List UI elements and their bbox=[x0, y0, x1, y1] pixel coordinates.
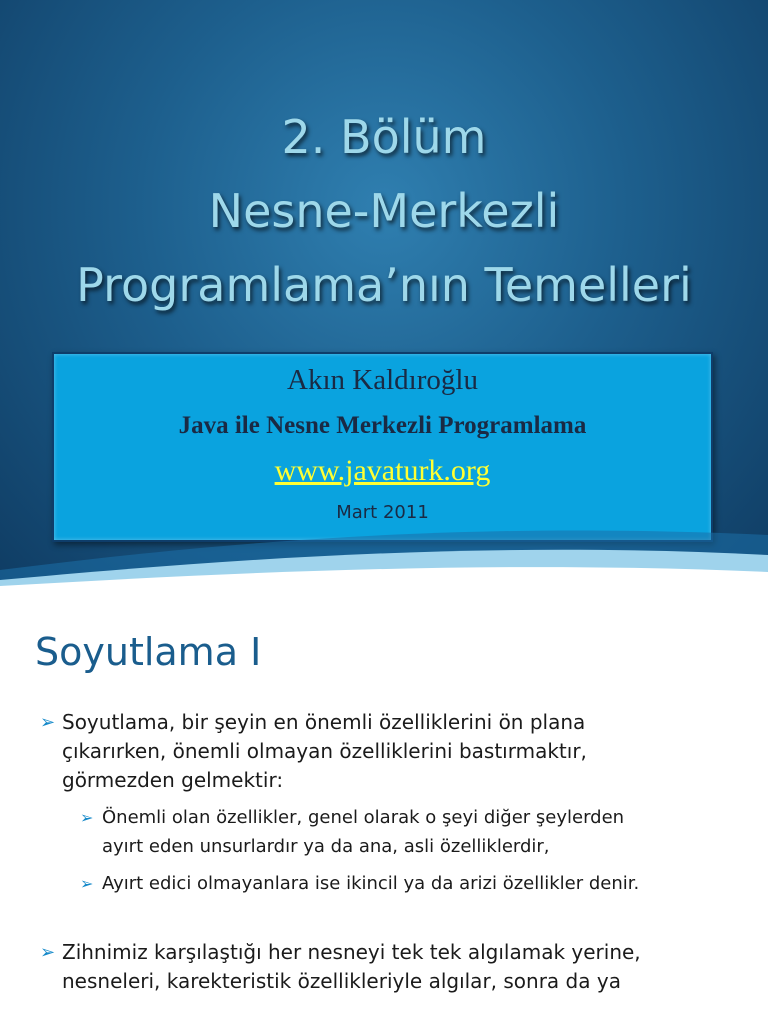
website-link[interactable]: www.javaturk.org bbox=[274, 454, 491, 487]
bullet-line: çıkarırken, önemli olmayan özelliklerini bastırmaktır, bbox=[62, 739, 587, 763]
bullet-line: Ayırt edici olmayanlara ise ikincil ya da arizi özellikler denir. bbox=[102, 873, 640, 894]
bullet-line: Önemli olan özellikler, genel olarak o şeyi diğer şeylerden bbox=[102, 807, 625, 828]
slide-soyutlama bbox=[0, 590, 768, 1024]
book-title: Java ile Nesne Merkezli Programlama bbox=[178, 412, 587, 439]
bullet-line: ayırt eden unsurlardır ya da ana, asli özelliklerdir, bbox=[102, 836, 550, 857]
bullet-line: Soyutlama, bir şeyin en önemli özelliklerini ön plana bbox=[62, 710, 586, 734]
bullet-line: görmezden gelmektir: bbox=[62, 768, 284, 792]
title-line: Nesne-Merkezli bbox=[208, 184, 560, 238]
arrow-bullet-icon: ➢ bbox=[40, 712, 56, 733]
wave-decoration bbox=[0, 500, 768, 590]
sub-bullet-item bbox=[80, 869, 760, 898]
arrow-bullet-icon: ➢ bbox=[40, 942, 56, 963]
arrow-bullet-icon: ➢ bbox=[80, 874, 94, 893]
bullet-list bbox=[40, 708, 760, 996]
slide-heading: Soyutlama I bbox=[35, 630, 262, 674]
presentation-date: Mart 2011 bbox=[336, 502, 429, 523]
author-name: Akın Kaldıroğlu bbox=[287, 364, 478, 396]
sub-bullet-item bbox=[80, 803, 760, 861]
bullet-item bbox=[40, 938, 760, 996]
title-line: 2. Bölüm bbox=[281, 110, 487, 164]
arrow-bullet-icon: ➢ bbox=[80, 808, 94, 827]
slide-title-heading bbox=[0, 100, 768, 322]
bullet-item bbox=[40, 708, 760, 795]
bullet-line: Zihnimiz karşılaştığı her nesneyi tek tek algılamak yerine, bbox=[62, 940, 641, 964]
title-line: Programlama’nın Temelleri bbox=[76, 258, 692, 312]
bullet-line: nesneleri, karekteristik özellikleriyle algılar, sonra da ya bbox=[62, 969, 621, 993]
